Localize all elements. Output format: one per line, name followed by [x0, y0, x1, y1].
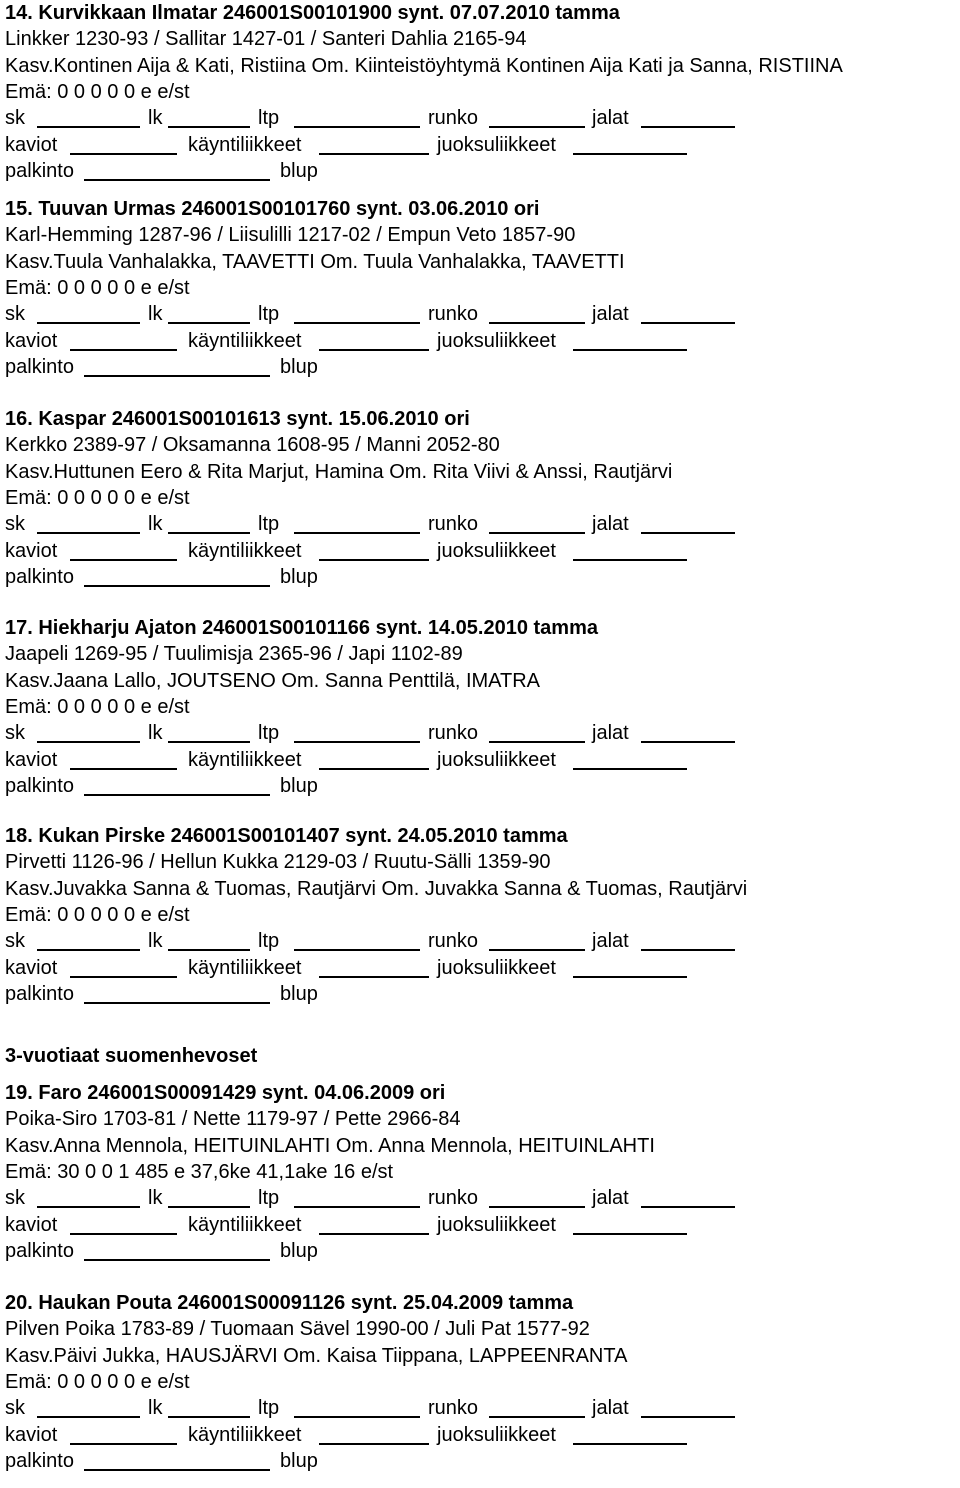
- field-label-kaviot: kaviot: [5, 748, 58, 771]
- field-blank-kayntiliikkeet: [319, 976, 429, 978]
- field-blank-kaviot: [70, 559, 177, 561]
- field-label-kayntiliikkeet: käyntiliikkeet: [188, 539, 302, 562]
- field-blank-lk: [168, 126, 250, 128]
- field-label-ltp: ltp: [258, 513, 280, 536]
- field-blank-runko: [489, 532, 585, 534]
- field-label-palkinto: palkinto: [5, 1239, 74, 1262]
- field-blank-juoksuliikkeet: [573, 976, 687, 978]
- field-label-ltp: ltp: [258, 303, 280, 326]
- field-label-runko: runko: [428, 303, 479, 326]
- field-label-palkinto: palkinto: [5, 982, 74, 1005]
- field-blank-kaviot: [70, 153, 177, 155]
- section-heading: 3-vuotiaat suomenhevoset: [5, 1045, 258, 1067]
- field-label-sk: sk: [5, 930, 25, 953]
- field-label-kayntiliikkeet: käyntiliikkeet: [188, 329, 302, 352]
- field-label-sk: sk: [5, 107, 25, 130]
- field-blank-lk: [168, 532, 250, 534]
- field-blank-sk: [37, 1206, 140, 1208]
- field-label-juoksuliikkeet: juoksuliikkeet: [437, 748, 556, 771]
- field-blank-jalat: [641, 741, 735, 743]
- field-label-ltp: ltp: [258, 1397, 280, 1420]
- field-label-sk: sk: [5, 513, 25, 536]
- field-blank-runko: [489, 741, 585, 743]
- field-blank-ltp: [294, 1206, 420, 1208]
- field-label-lk: lk: [148, 722, 163, 745]
- pedigree-line: Pilven Poika 1783-89 / Tuomaan Sävel 1990-00 / Juli Pat 1577-92: [5, 1318, 590, 1341]
- field-label-sk: sk: [5, 303, 25, 326]
- field-label-kaviot: kaviot: [5, 956, 58, 979]
- field-label-lk: lk: [148, 1397, 163, 1420]
- field-blank-ltp: [294, 1416, 420, 1418]
- field-blank-kayntiliikkeet: [319, 1233, 429, 1235]
- field-blank-kaviot: [70, 768, 177, 770]
- breeder-owner-line: Kasv.Anna Mennola, HEITUINLAHTI Om. Anna Mennola, HEITUINLAHTI: [5, 1134, 655, 1157]
- entry-heading: 14. Kurvikkaan Ilmatar 246001S00101900 synt. 07.07.2010 tamma: [5, 2, 620, 24]
- field-blank-runko: [489, 126, 585, 128]
- field-label-kaviot: kaviot: [5, 133, 58, 156]
- pedigree-line: Karl-Hemming 1287-96 / Liisulilli 1217-02 / Empun Veto 1857-90: [5, 224, 576, 247]
- pedigree-line: Kerkko 2389-97 / Oksamanna 1608-95 / Manni 2052-80: [5, 434, 500, 457]
- field-blank-sk: [37, 949, 140, 951]
- field-blank-kaviot: [70, 1443, 177, 1445]
- field-blank-jalat: [641, 1206, 735, 1208]
- field-label-blup: blup: [280, 1449, 318, 1472]
- dam-record-line: Emä: 30 0 0 1 485 e 37,6ke 41,1ake 16 e/st: [5, 1160, 394, 1183]
- dam-record-line: Emä: 0 0 0 0 0 e e/st: [5, 903, 190, 926]
- pedigree-line: Pirvetti 1126-96 / Hellun Kukka 2129-03 / Ruutu-Sälli 1359-90: [5, 851, 551, 874]
- field-blank-lk: [168, 1416, 250, 1418]
- field-blank-palkinto: [84, 179, 270, 181]
- field-label-runko: runko: [428, 1397, 479, 1420]
- entry-heading: 16. Kaspar 246001S00101613 synt. 15.06.2010 ori: [5, 408, 470, 430]
- breeder-owner-line: Kasv.Tuula Vanhalakka, TAAVETTI Om. Tuula Vanhalakka, TAAVETTI: [5, 250, 625, 273]
- field-blank-kaviot: [70, 1233, 177, 1235]
- field-label-jalat: jalat: [592, 1397, 629, 1420]
- field-blank-palkinto: [84, 375, 270, 377]
- field-blank-palkinto: [84, 585, 270, 587]
- pedigree-line: Linkker 1230-93 / Sallitar 1427-01 / Santeri Dahlia 2165-94: [5, 28, 527, 51]
- field-label-lk: lk: [148, 303, 163, 326]
- field-label-juoksuliikkeet: juoksuliikkeet: [437, 133, 556, 156]
- pedigree-line: Jaapeli 1269-95 / Tuulimisja 2365-96 / Japi 1102-89: [5, 643, 463, 666]
- field-label-runko: runko: [428, 107, 479, 130]
- field-blank-lk: [168, 322, 250, 324]
- field-label-runko: runko: [428, 930, 479, 953]
- field-label-juoksuliikkeet: juoksuliikkeet: [437, 1423, 556, 1446]
- dam-record-line: Emä: 0 0 0 0 0 e e/st: [5, 486, 190, 509]
- field-blank-kayntiliikkeet: [319, 349, 429, 351]
- field-blank-palkinto: [84, 794, 270, 796]
- field-label-kaviot: kaviot: [5, 1213, 58, 1236]
- entry-heading: 17. Hiekharju Ajaton 246001S00101166 synt. 14.05.2010 tamma: [5, 617, 598, 639]
- field-label-ltp: ltp: [258, 930, 280, 953]
- breeder-owner-line: Kasv.Huttunen Eero & Rita Marjut, Hamina Om. Rita Viivi & Anssi, Rautjärvi: [5, 460, 673, 483]
- field-blank-ltp: [294, 949, 420, 951]
- field-label-lk: lk: [148, 513, 163, 536]
- field-label-kayntiliikkeet: käyntiliikkeet: [188, 1423, 302, 1446]
- field-blank-sk: [37, 126, 140, 128]
- field-blank-juoksuliikkeet: [573, 1443, 687, 1445]
- field-blank-juoksuliikkeet: [573, 559, 687, 561]
- field-blank-kayntiliikkeet: [319, 153, 429, 155]
- field-blank-kayntiliikkeet: [319, 768, 429, 770]
- field-blank-runko: [489, 1416, 585, 1418]
- field-blank-jalat: [641, 322, 735, 324]
- field-blank-runko: [489, 949, 585, 951]
- field-blank-kaviot: [70, 976, 177, 978]
- field-label-jalat: jalat: [592, 930, 629, 953]
- field-label-kaviot: kaviot: [5, 1423, 58, 1446]
- field-blank-juoksuliikkeet: [573, 349, 687, 351]
- field-label-ltp: ltp: [258, 107, 280, 130]
- field-blank-lk: [168, 1206, 250, 1208]
- field-label-lk: lk: [148, 107, 163, 130]
- breeder-owner-line: Kasv.Jaana Lallo, JOUTSENO Om. Sanna Penttilä, IMATRA: [5, 669, 541, 692]
- dam-record-line: Emä: 0 0 0 0 0 e e/st: [5, 695, 190, 718]
- field-blank-ltp: [294, 126, 420, 128]
- dam-record-line: Emä: 0 0 0 0 0 e e/st: [5, 80, 190, 103]
- field-blank-sk: [37, 741, 140, 743]
- field-blank-ltp: [294, 532, 420, 534]
- entry-heading: 15. Tuuvan Urmas 246001S00101760 synt. 03.06.2010 ori: [5, 198, 540, 220]
- breeder-owner-line: Kasv.Päivi Jukka, HAUSJÄRVI Om. Kaisa Tiippana, LAPPEENRANTA: [5, 1344, 628, 1367]
- field-blank-juoksuliikkeet: [573, 768, 687, 770]
- field-blank-runko: [489, 1206, 585, 1208]
- field-label-kayntiliikkeet: käyntiliikkeet: [188, 748, 302, 771]
- field-label-blup: blup: [280, 159, 318, 182]
- field-blank-lk: [168, 741, 250, 743]
- pedigree-line: Poika-Siro 1703-81 / Nette 1179-97 / Pette 2966-84: [5, 1108, 461, 1131]
- field-label-juoksuliikkeet: juoksuliikkeet: [437, 1213, 556, 1236]
- field-label-palkinto: palkinto: [5, 355, 74, 378]
- field-label-jalat: jalat: [592, 722, 629, 745]
- field-label-blup: blup: [280, 1239, 318, 1262]
- field-label-palkinto: palkinto: [5, 1449, 74, 1472]
- field-blank-juoksuliikkeet: [573, 1233, 687, 1235]
- field-label-kayntiliikkeet: käyntiliikkeet: [188, 1213, 302, 1236]
- field-blank-sk: [37, 322, 140, 324]
- entry-heading: 18. Kukan Pirske 246001S00101407 synt. 24.05.2010 tamma: [5, 825, 568, 847]
- field-blank-lk: [168, 949, 250, 951]
- field-label-lk: lk: [148, 930, 163, 953]
- dam-record-line: Emä: 0 0 0 0 0 e e/st: [5, 276, 190, 299]
- field-blank-palkinto: [84, 1469, 270, 1471]
- field-label-palkinto: palkinto: [5, 565, 74, 588]
- field-label-runko: runko: [428, 1187, 479, 1210]
- field-label-palkinto: palkinto: [5, 774, 74, 797]
- field-label-sk: sk: [5, 1397, 25, 1420]
- field-label-blup: blup: [280, 982, 318, 1005]
- field-label-juoksuliikkeet: juoksuliikkeet: [437, 329, 556, 352]
- field-label-kaviot: kaviot: [5, 539, 58, 562]
- field-blank-kayntiliikkeet: [319, 1443, 429, 1445]
- field-blank-jalat: [641, 532, 735, 534]
- field-label-blup: blup: [280, 565, 318, 588]
- field-label-blup: blup: [280, 774, 318, 797]
- field-label-sk: sk: [5, 722, 25, 745]
- field-blank-sk: [37, 1416, 140, 1418]
- field-label-palkinto: palkinto: [5, 159, 74, 182]
- field-blank-jalat: [641, 949, 735, 951]
- field-label-sk: sk: [5, 1187, 25, 1210]
- field-label-jalat: jalat: [592, 303, 629, 326]
- entry-heading: 20. Haukan Pouta 246001S00091126 synt. 25.04.2009 tamma: [5, 1292, 574, 1314]
- field-label-ltp: ltp: [258, 722, 280, 745]
- breeder-owner-line: Kasv.Kontinen Aija & Kati, Ristiina Om. Kiinteistöyhtymä Kontinen Aija Kati ja Sanna, RISTIINA: [5, 54, 843, 77]
- field-blank-juoksuliikkeet: [573, 153, 687, 155]
- field-label-jalat: jalat: [592, 513, 629, 536]
- field-label-runko: runko: [428, 722, 479, 745]
- field-label-ltp: ltp: [258, 1187, 280, 1210]
- field-blank-runko: [489, 322, 585, 324]
- field-blank-kayntiliikkeet: [319, 559, 429, 561]
- field-label-kayntiliikkeet: käyntiliikkeet: [188, 133, 302, 156]
- field-blank-jalat: [641, 1416, 735, 1418]
- field-label-juoksuliikkeet: juoksuliikkeet: [437, 956, 556, 979]
- field-label-kayntiliikkeet: käyntiliikkeet: [188, 956, 302, 979]
- field-blank-palkinto: [84, 1002, 270, 1004]
- field-blank-sk: [37, 532, 140, 534]
- entry-heading: 19. Faro 246001S00091429 synt. 04.06.2009 ori: [5, 1082, 446, 1104]
- field-blank-ltp: [294, 322, 420, 324]
- field-label-lk: lk: [148, 1187, 163, 1210]
- field-blank-kaviot: [70, 349, 177, 351]
- field-blank-ltp: [294, 741, 420, 743]
- field-label-jalat: jalat: [592, 107, 629, 130]
- field-label-runko: runko: [428, 513, 479, 536]
- field-label-juoksuliikkeet: juoksuliikkeet: [437, 539, 556, 562]
- field-label-jalat: jalat: [592, 1187, 629, 1210]
- field-label-kaviot: kaviot: [5, 329, 58, 352]
- field-label-blup: blup: [280, 355, 318, 378]
- breeder-owner-line: Kasv.Juvakka Sanna & Tuomas, Rautjärvi Om. Juvakka Sanna & Tuomas, Rautjärvi: [5, 877, 748, 900]
- field-blank-palkinto: [84, 1259, 270, 1261]
- dam-record-line: Emä: 0 0 0 0 0 e e/st: [5, 1370, 190, 1393]
- field-blank-jalat: [641, 126, 735, 128]
